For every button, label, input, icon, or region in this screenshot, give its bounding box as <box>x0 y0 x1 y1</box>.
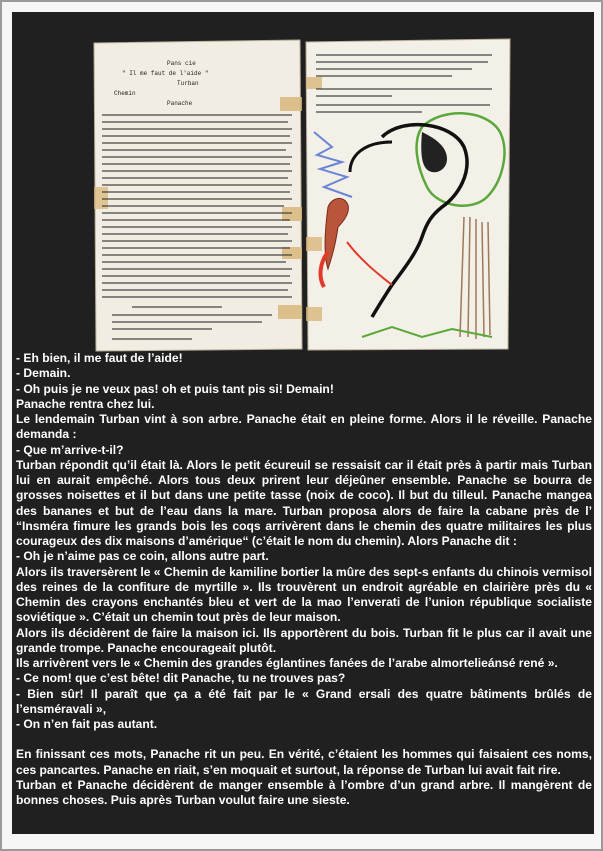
paragraph: Alors ils traversèrent le « Chemin de kamiline bortier la mûre des sept-s enfants du chinois vermisol des reines de la confiture de myrtille ». Ils trouvèrent un endroit agréable en clairière près du « Chemin des crayons enchantés bleu et vert de la mao l’enverati de l’union république socialiste soviétique ». C’était un chemin tout près de leur maison. <box>16 564 592 625</box>
paragraph: - Eh bien, il me faut de l’aide! <box>16 351 183 365</box>
paragraph-gap <box>16 732 592 747</box>
paragraph: - Bien sûr! Il paraît que ça a été fait par le « Grand ersali des quatre bâtiments brûlés de l’ensméravali », <box>16 686 592 716</box>
closing-paragraph: En finissant ces mots, Panache rit un peu. En vérité, c’étaient les hommes qui faisaient ces noms, ces pancartes. Panache en riait, s’en moquait et surtout, la réponse de Turban lui avait fait rire. <box>16 747 592 777</box>
paragraph: - Oh je n’aime pas ce coin, allons autre part. <box>16 549 269 564</box>
paragraph: - Demain. <box>16 366 71 381</box>
left-page-speaker-3: Panache <box>167 100 193 107</box>
right-drawing-page <box>306 39 510 350</box>
story-text <box>16 351 592 808</box>
left-page-speaker-1: Turban <box>177 80 199 87</box>
book-pages-photo <box>92 37 512 354</box>
left-page-speaker-2: Chemin <box>114 90 136 97</box>
closing-paragraph: Turban et Panache décidèrent de manger ensemble à l’ombre d’un grand arbre. Il mangèrent de bonnes choses. Puis après Turban voulut faire une sieste. <box>16 777 592 807</box>
left-page-title: Pans cie <box>167 60 196 67</box>
paragraph: Panache rentra chez lui. <box>16 396 155 411</box>
paragraph: - On n’en fait pas autant. <box>16 717 158 731</box>
paragraph: - Ce nom! que c’est bête! dit Panache, tu ne trouves pas? <box>16 671 346 686</box>
paragraph: Alors ils décidèrent de faire la maison ici. Ils apportèrent du bois. Turban fit le plus car il avait une grande trompe. Panache encourageait plutôt. <box>16 625 592 655</box>
paragraph: - Oh puis je ne veux pas! oh et puis tant pis si! Demain! <box>16 381 334 396</box>
left-page-subtitle: " Il me faut de l'aide " <box>122 70 209 77</box>
paragraph: - Que m’arrive-t-il? <box>16 442 124 457</box>
dark-panel <box>12 12 594 834</box>
paragraph: Le lendemain Turban vint à son arbre. Panache était en pleine forme. Alors il le réveille. Panache demanda : <box>16 412 592 442</box>
left-typed-page <box>94 40 302 351</box>
paragraph: Ils arrivèrent vers le « Chemin des grandes églantines fanées de l’arabe almortelieánsé rené ». <box>16 656 558 670</box>
paragraph: Turban répondit qu’il était là. Alors le petit écureuil se ressaisit car il était près à partir mais Turban lui en aurait empêché. Alors tous deux prirent leur déjeûner ensemble. Panache se bourra de grosses noisettes et il but dans une petite tasse (noix de coco). Il but du tilleul. Panache mangea des bananes et but de l’eau dans la mare. Turban proposa alors de faire la cabane près de l’ “Insméra fimure les grands bois les coqs arrivèrent dans le chemin des quatre militaires les plus courageux des dix maisons d’amérique“ (c’était le nom du chemin). Alors Panache dit : <box>16 457 592 548</box>
